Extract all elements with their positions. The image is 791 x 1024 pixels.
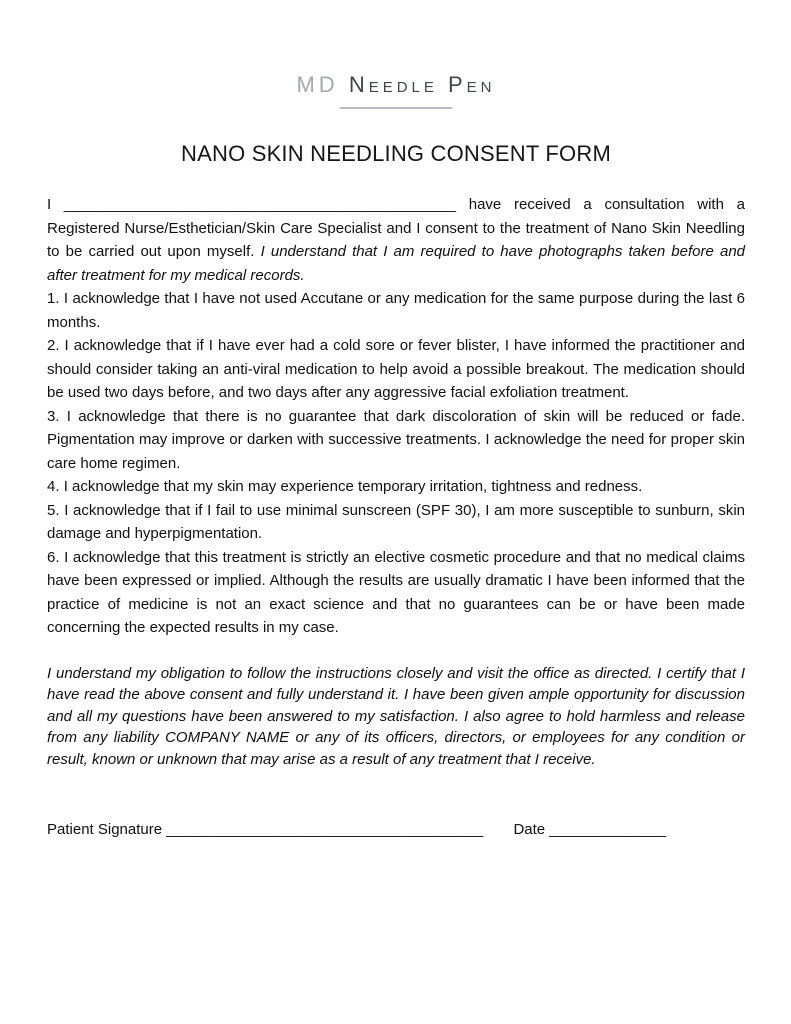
signature-row [47,818,745,842]
intro-pronoun: I [47,196,52,213]
brand-logo [47,72,745,98]
photo-notice-text: I understand that I am required to have photographs taken before and after treatment for my medical records. [47,243,746,284]
item-number: 5. [47,501,60,519]
item-number: 6. [47,548,60,566]
date-blank[interactable]: ______________ [549,821,667,838]
item-text: I acknowledge that my skin may experience temporary irritation, tightness and redness. [63,478,643,495]
acknowledgement-item-2 [47,334,745,405]
item-text: I acknowledge that there is no guarantee that dark discoloration of skin will be reduced or fade. Pigmentation may improve or darken with successive treatments. I acknowledge the need for proper skin care home regimen. [47,407,745,472]
form-title: NANO SKIN NEEDLING CONSENT FORM [181,141,611,166]
patient-signature-label: Patient Signature [47,821,163,838]
acknowledgement-item-6 [47,546,745,640]
logo-underline-rule [340,107,452,109]
intro-consent-text: have received a consultation with a Registered Nurse/Esthetician/Skin Care Specialist and I consent to the treatment of Nano Skin Needling to be carried out upon myself. [47,196,745,260]
acknowledgement-item-4 [47,475,745,499]
item-text: I acknowledge that if I fail to use minimal sunscreen (SPF 30), I am more susceptible to sunburn, skin damage and hyperpigmentation. [47,501,745,542]
acknowledgement-item-3 [47,405,745,476]
date-label: Date [513,821,546,838]
item-number: 2. [47,337,60,354]
brand-logo-prefix: MD [296,72,339,97]
patient-signature-blank[interactable]: ______________________________________ [166,821,484,838]
patient-name-blank[interactable]: _______________________________________________ [63,196,456,213]
item-number: 4. [47,478,60,495]
acknowledgement-item-5 [47,499,745,546]
form-body [47,193,745,770]
acknowledgement-item-1 [47,287,745,334]
brand-logo-name: Needle Pen [348,72,496,97]
closing-statement: I understand my obligation to follow the instructions closely and visit the office as directed. I certify that I have read the above consent and fully understand it. I have been given ample opportunity for discussion and all my questions have been answered to my satisfaction. I also agree to hold harmless and release from any liability COMPANY NAME or any of its officers, directors, or employees for any condition or result, known or unknown that may arise as a result of any treatment that I receive. [47,664,745,768]
item-text: I acknowledge that I have not used Accutane or any medication for the same purpose during the last 6 months. [47,290,745,331]
item-text: I acknowledge that this treatment is strictly an elective cosmetic procedure and that no medical claims have been expressed or implied. Although the results are usually dramatic I have been informed that the practice of medicine is not an exact science and that no guarantees can be or have been made concerning the expected results in my case. [47,548,746,636]
item-number: 1. [47,290,60,307]
item-number: 3. [47,407,60,425]
item-text: I acknowledge that if I have ever had a cold sore or fever blister, I have informed the practitioner and should consider taking an anti-viral medication to help avoid a possible breakout. The medication should be used two days before, and two days after any aggressive facial exfoliation treatment. [47,337,745,401]
intro-paragraph [47,193,745,287]
